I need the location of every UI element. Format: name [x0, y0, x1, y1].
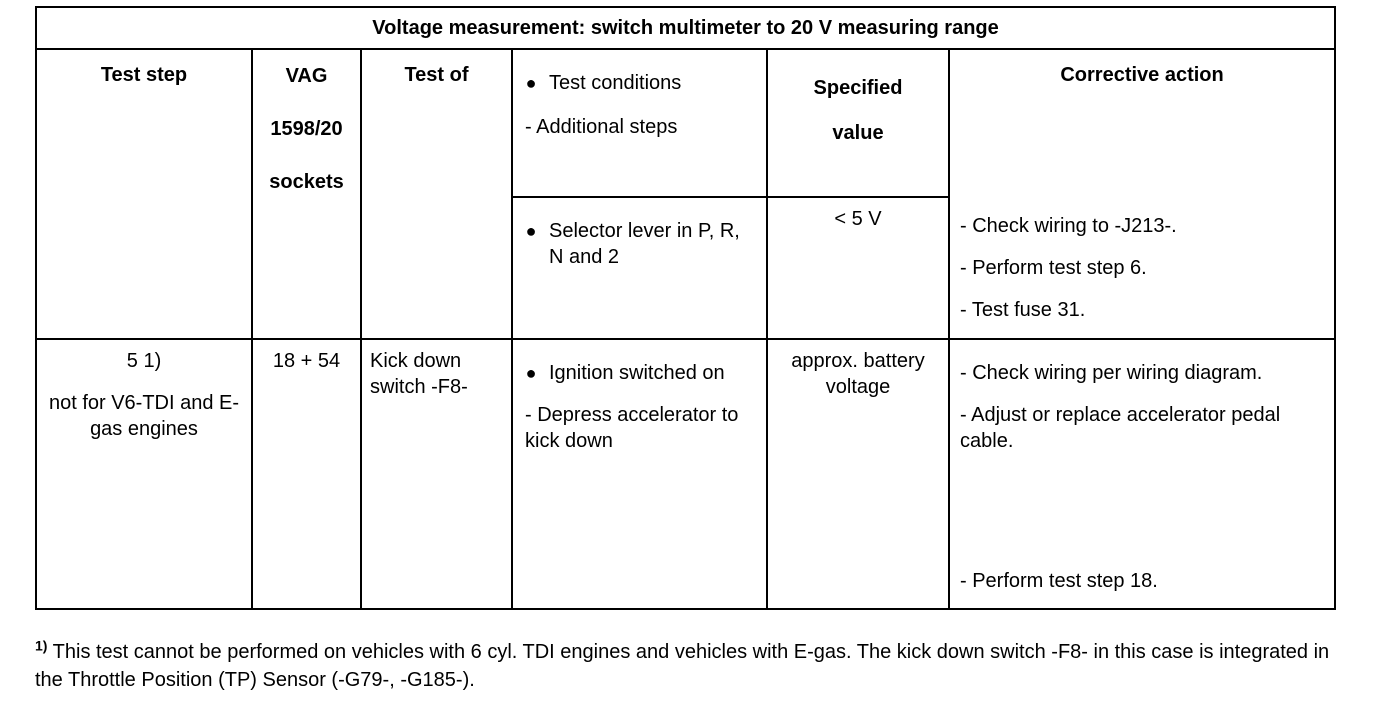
header-conditions	[512, 49, 767, 197]
footnote-marker: 1)	[35, 637, 48, 654]
header-test-step	[36, 49, 252, 339]
row-b-step-cell	[36, 339, 252, 609]
header-specified-value	[767, 49, 949, 197]
header-vag-sockets	[252, 49, 361, 339]
row-a-condition-cell	[512, 197, 767, 339]
header-conditions-bullet-line	[513, 70, 766, 96]
table-title: Voltage measurement: switch multimeter to 20 V measuring range	[36, 7, 1335, 49]
header-vag-line-1: VAG	[285, 65, 328, 87]
header-corrective-action	[949, 49, 1335, 339]
header-additional-label: - Additional steps	[525, 116, 678, 138]
row-b-condition-cell	[512, 339, 767, 609]
row-b-specified-cell	[767, 339, 949, 609]
row-b-vag-cell	[252, 339, 361, 609]
test-table	[35, 6, 1336, 610]
row-a-action-2: - Perform test step 6.	[960, 257, 1147, 279]
bullet-icon: ●	[525, 221, 537, 241]
header-vag-line-3: sockets	[269, 171, 344, 193]
row-b-actions-cell	[949, 339, 1335, 609]
row-b-additional-step: - Depress accelerator to kick down	[525, 404, 739, 452]
row-a-specified-cell	[767, 197, 949, 339]
bullet-icon: ●	[525, 73, 537, 93]
footnote	[35, 638, 1345, 694]
row-b-action-2: - Adjust or replace accelerator pedal cable.	[960, 404, 1281, 452]
header-spec-line-1: Specified	[813, 77, 903, 99]
row-b-condition: Ignition switched on	[549, 362, 725, 384]
row-b-test-of: Kick down switch -F8-	[370, 350, 468, 398]
header-spec-line-2: value	[832, 122, 884, 144]
row-b-specified: approx. battery voltage	[791, 350, 925, 398]
row-a-condition-bullet-line	[513, 218, 766, 270]
header-conditions-label: Test conditions	[549, 72, 682, 94]
row-a-action-3: - Test fuse 31.	[960, 299, 1086, 321]
test-table-wrapper	[35, 6, 1334, 610]
header-vag-line-2: 1598/20	[270, 118, 343, 140]
header-test-step-label: Test step	[100, 64, 188, 86]
header-test-of	[361, 49, 512, 339]
row-a-actions	[960, 213, 1330, 323]
row-b-step-note: not for V6-TDI and E-gas engines	[48, 392, 240, 440]
row-a-action-1: - Check wiring to -J213-.	[960, 215, 1177, 237]
footnote-text: This test cannot be performed on vehicles with 6 cyl. TDI engines and vehicles with E-gas. The kick down switch -F8- in this case is integrated in the Throttle Position (TP) Sensor (-G79-, -G185-).	[35, 641, 1330, 691]
bullet-icon: ●	[525, 363, 537, 383]
header-test-of-label: Test of	[404, 64, 469, 86]
row-b-test-of-cell	[361, 339, 512, 609]
row-b-action-3: - Perform test step 18.	[960, 570, 1158, 592]
row-b-condition-bullet-line	[513, 360, 766, 386]
row-b-vag-sockets: 18 + 54	[272, 350, 341, 372]
row-a-condition: Selector lever in P, R, N and 2	[549, 220, 740, 268]
row-a-specified: < 5 V	[834, 208, 882, 230]
row-b-step: 5 1)	[126, 350, 162, 372]
row-b-action-1: - Check wiring per wiring diagram.	[960, 362, 1263, 384]
header-corrective-label: Corrective action	[1060, 64, 1224, 86]
